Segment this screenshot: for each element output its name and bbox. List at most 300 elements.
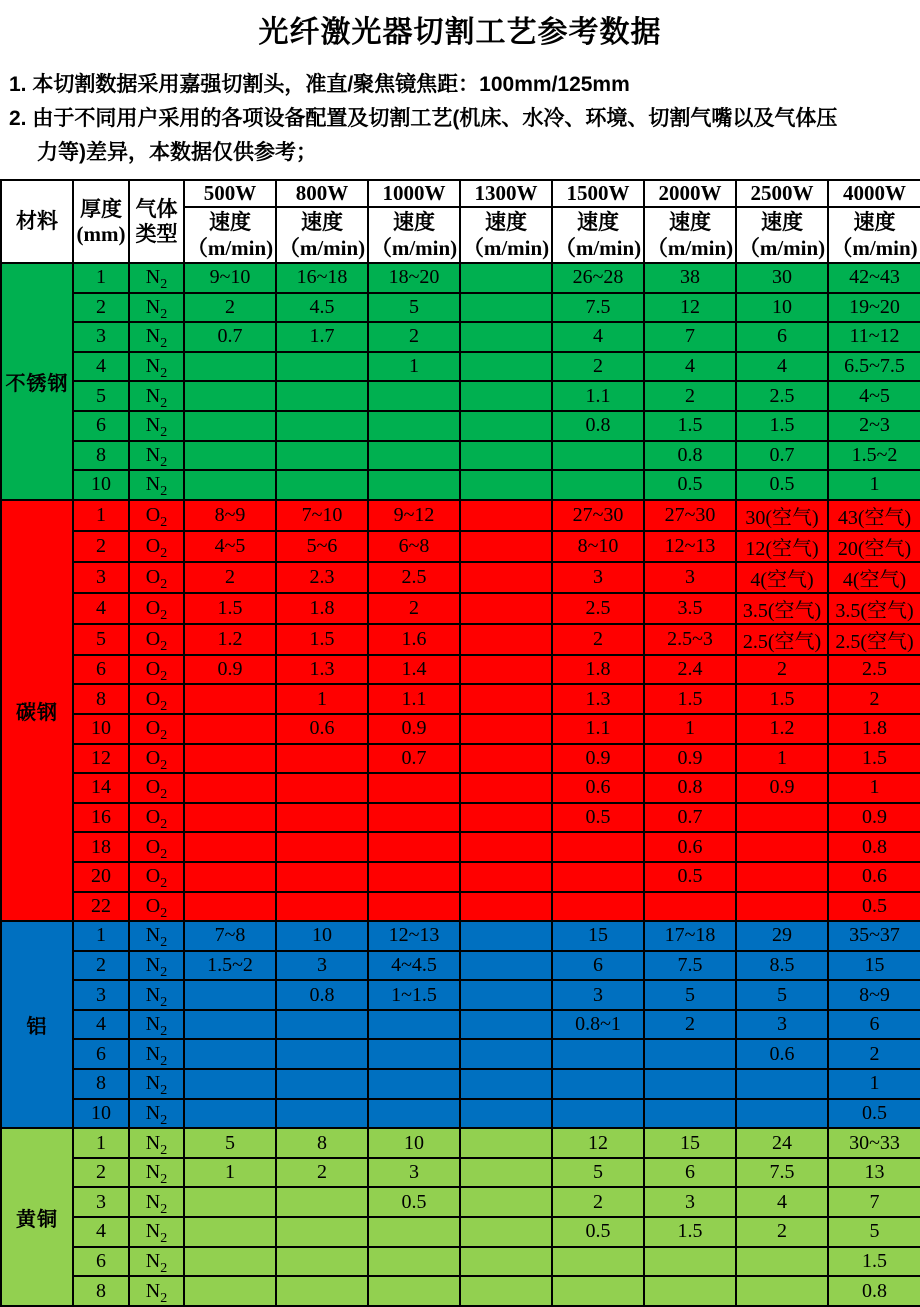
speed-cell	[276, 773, 368, 803]
speed-cell: 0.7	[736, 441, 828, 471]
speed-cell: 1.1	[552, 714, 644, 744]
gas-cell: $N_2$	[129, 980, 184, 1010]
speed-cell	[460, 1099, 552, 1129]
speed-cell	[184, 892, 276, 922]
table-row	[1, 684, 920, 714]
speed-cell	[552, 862, 644, 892]
speed-cell: 1	[736, 744, 828, 774]
speed-cell	[460, 714, 552, 744]
header-power-4000w: 4000W	[828, 180, 920, 207]
speed-cell	[460, 293, 552, 323]
speed-cell	[460, 381, 552, 411]
speed-cell: 6.5~7.5	[828, 352, 920, 382]
speed-cell: 0.6	[552, 773, 644, 803]
gas-cell: $N_2$	[129, 293, 184, 323]
speed-cell: 4~5	[184, 531, 276, 562]
table-row	[1, 322, 920, 352]
speed-cell	[460, 655, 552, 685]
table-row	[1, 263, 920, 293]
speed-cell: 2	[644, 1010, 736, 1040]
table-header	[1, 180, 920, 263]
speed-cell: 2	[828, 684, 920, 714]
speed-cell: 0.5	[644, 470, 736, 500]
speed-cell: 1.5	[644, 1217, 736, 1247]
gas-cell: $O_2$	[129, 684, 184, 714]
table-row	[1, 381, 920, 411]
speed-cell	[276, 892, 368, 922]
speed-cell: 3.5(空气)	[736, 593, 828, 624]
speed-cell: 29	[736, 921, 828, 951]
speed-cell	[552, 1276, 644, 1306]
thickness-cell: 1	[73, 500, 129, 531]
note-2-line-1: 2. 由于不同用户采用的各项设备配置及切割工艺(机床、水冷、环境、切割气嘴以及气体压	[9, 107, 838, 130]
speed-cell: 0.9	[184, 655, 276, 685]
speed-cell: 15	[644, 1128, 736, 1158]
speed-cell: 0.9	[828, 803, 920, 833]
speed-cell: 2.5	[368, 562, 460, 593]
thickness-cell: 12	[73, 744, 129, 774]
table-row	[1, 1069, 920, 1099]
speed-cell	[460, 1187, 552, 1217]
speed-cell: 8.5	[736, 951, 828, 981]
thickness-cell: 4	[73, 593, 129, 624]
speed-cell: 1.2	[736, 714, 828, 744]
speed-cell	[460, 1158, 552, 1188]
speed-cell	[276, 1276, 368, 1306]
speed-cell: 1.1	[368, 684, 460, 714]
thickness-cell: 1	[73, 263, 129, 293]
gas-cell: $N_2$	[129, 352, 184, 382]
speed-cell: 1.5	[644, 411, 736, 441]
gas-cell: $O_2$	[129, 832, 184, 862]
speed-cell: 6	[644, 1158, 736, 1188]
table-row	[1, 1099, 920, 1129]
speed-cell	[184, 1276, 276, 1306]
speed-cell	[644, 1276, 736, 1306]
speed-cell: 2	[552, 624, 644, 655]
speed-cell	[460, 684, 552, 714]
speed-cell: 1.4	[368, 655, 460, 685]
header-gas-type	[129, 180, 184, 263]
speed-cell: 12	[552, 1128, 644, 1158]
header-power-1300w: 1300W	[460, 180, 552, 207]
speed-cell: 0.5	[368, 1187, 460, 1217]
speed-cell	[184, 684, 276, 714]
header-speed-1500w: 速度 （m/min)	[552, 207, 644, 263]
thickness-cell: 1	[73, 921, 129, 951]
gas-cell: $N_2$	[129, 1276, 184, 1306]
speed-cell: 1.5~2	[184, 951, 276, 981]
speed-cell: 2~3	[828, 411, 920, 441]
header-power-1000w: 1000W	[368, 180, 460, 207]
speed-cell	[460, 744, 552, 774]
speed-cell: 6	[736, 322, 828, 352]
gas-cell: $O_2$	[129, 714, 184, 744]
speed-cell	[736, 1276, 828, 1306]
speed-cell	[368, 773, 460, 803]
table-row	[1, 593, 920, 624]
speed-cell: 0.5	[736, 470, 828, 500]
speed-cell	[460, 470, 552, 500]
note-2-line-2: 力等)差异，本数据仅供参考；	[37, 141, 317, 164]
header-power-2500w: 2500W	[736, 180, 828, 207]
speed-cell	[184, 980, 276, 1010]
speed-cell: 1.6	[368, 624, 460, 655]
thickness-cell: 2	[73, 951, 129, 981]
speed-cell: 1	[184, 1158, 276, 1188]
speed-cell: 1	[368, 352, 460, 382]
speed-cell	[460, 593, 552, 624]
thickness-cell: 10	[73, 714, 129, 744]
speed-cell: 2	[644, 381, 736, 411]
speed-cell	[184, 1247, 276, 1277]
thickness-cell: 4	[73, 352, 129, 382]
cutting-data-table	[0, 179, 920, 1307]
speed-cell	[736, 862, 828, 892]
notes	[0, 68, 920, 170]
thickness-cell: 10	[73, 470, 129, 500]
speed-cell: 7.5	[552, 293, 644, 323]
speed-cell: 0.8~1	[552, 1010, 644, 1040]
header-speed-4000w: 速度 （m/min)	[828, 207, 920, 263]
speed-cell	[460, 1276, 552, 1306]
table-row	[1, 1247, 920, 1277]
thickness-cell: 3	[73, 980, 129, 1010]
speed-cell: 5	[828, 1217, 920, 1247]
gas-cell: $O_2$	[129, 624, 184, 655]
thickness-cell: 4	[73, 1217, 129, 1247]
speed-cell: 0.5	[828, 892, 920, 922]
speed-cell	[184, 803, 276, 833]
speed-cell: 7	[644, 322, 736, 352]
header-speed-500w: 速度 （m/min)	[184, 207, 276, 263]
speed-cell: 2.3	[276, 562, 368, 593]
gas-cell: $N_2$	[129, 441, 184, 471]
speed-cell: 4	[552, 322, 644, 352]
table-row	[1, 714, 920, 744]
speed-cell	[184, 832, 276, 862]
gas-cell: $O_2$	[129, 862, 184, 892]
speed-cell: 0.8	[828, 1276, 920, 1306]
speed-cell: 0.8	[276, 980, 368, 1010]
gas-cell: $N_2$	[129, 951, 184, 981]
speed-cell: 12~13	[368, 921, 460, 951]
speed-cell: 1~1.5	[368, 980, 460, 1010]
speed-cell	[184, 470, 276, 500]
speed-cell	[184, 1069, 276, 1099]
speed-cell	[368, 892, 460, 922]
gas-cell: $N_2$	[129, 381, 184, 411]
speed-cell	[184, 1217, 276, 1247]
table-row	[1, 1010, 920, 1040]
thickness-cell: 10	[73, 1099, 129, 1129]
speed-cell: 1.5~2	[828, 441, 920, 471]
speed-cell	[736, 1069, 828, 1099]
header-gas-label-2: 类型	[135, 221, 178, 246]
speed-cell: 3	[644, 1187, 736, 1217]
speed-cell: 1.3	[276, 655, 368, 685]
gas-cell: $O_2$	[129, 500, 184, 531]
speed-cell: 9~12	[368, 500, 460, 531]
thickness-cell: 14	[73, 773, 129, 803]
speed-cell	[276, 441, 368, 471]
speed-cell: 1.7	[276, 322, 368, 352]
speed-cell	[184, 744, 276, 774]
speed-cell: 8	[276, 1128, 368, 1158]
speed-cell	[276, 1217, 368, 1247]
header-power-2000w: 2000W	[644, 180, 736, 207]
speed-cell: 2	[368, 593, 460, 624]
speed-cell: 7~10	[276, 500, 368, 531]
speed-cell: 2	[828, 1039, 920, 1069]
table-row	[1, 921, 920, 951]
speed-cell: 0.8	[552, 411, 644, 441]
header-power-500w: 500W	[184, 180, 276, 207]
speed-cell: 27~30	[552, 500, 644, 531]
speed-cell: 27~30	[644, 500, 736, 531]
speed-cell	[368, 470, 460, 500]
speed-cell	[644, 1069, 736, 1099]
speed-cell: 1.5	[736, 684, 828, 714]
table-row	[1, 803, 920, 833]
speed-cell: 2	[552, 1187, 644, 1217]
speed-cell: 8~9	[828, 980, 920, 1010]
speed-cell: 3	[644, 562, 736, 593]
speed-cell: 0.9	[736, 773, 828, 803]
speed-cell: 12(空气)	[736, 531, 828, 562]
speed-cell: 2.5~3	[644, 624, 736, 655]
speed-cell	[552, 1039, 644, 1069]
speed-cell	[276, 352, 368, 382]
gas-cell: $N_2$	[129, 1187, 184, 1217]
speed-cell: 1.8	[828, 714, 920, 744]
speed-cell: 5	[736, 980, 828, 1010]
speed-cell: 5	[552, 1158, 644, 1188]
table-row	[1, 1128, 920, 1158]
speed-cell: 4	[644, 352, 736, 382]
speed-cell	[736, 1247, 828, 1277]
material-cell: 黄铜	[1, 1128, 73, 1306]
speed-cell: 4(空气)	[736, 562, 828, 593]
thickness-cell: 20	[73, 862, 129, 892]
speed-cell	[644, 892, 736, 922]
speed-cell	[736, 803, 828, 833]
speed-cell: 42~43	[828, 263, 920, 293]
speed-cell: 1.5	[276, 624, 368, 655]
speed-cell: 0.6	[736, 1039, 828, 1069]
speed-cell	[460, 624, 552, 655]
speed-cell: 0.7	[184, 322, 276, 352]
speed-cell: 2.5	[736, 381, 828, 411]
speed-cell	[460, 832, 552, 862]
speed-cell	[552, 892, 644, 922]
speed-cell: 2	[552, 352, 644, 382]
speed-cell: 18~20	[368, 263, 460, 293]
speed-cell	[276, 1099, 368, 1129]
speed-cell: 1	[828, 773, 920, 803]
table-row	[1, 1039, 920, 1069]
speed-cell: 0.5	[552, 803, 644, 833]
gas-cell: $O_2$	[129, 655, 184, 685]
speed-cell: 1.5	[644, 684, 736, 714]
speed-cell: 1	[828, 1069, 920, 1099]
speed-cell: 0.8	[644, 773, 736, 803]
table-row	[1, 951, 920, 981]
speed-cell	[276, 1039, 368, 1069]
thickness-cell: 18	[73, 832, 129, 862]
gas-cell: $O_2$	[129, 593, 184, 624]
speed-cell	[368, 832, 460, 862]
speed-cell	[644, 1039, 736, 1069]
table-row	[1, 773, 920, 803]
speed-cell: 4	[736, 352, 828, 382]
table-row	[1, 1187, 920, 1217]
gas-cell: $N_2$	[129, 921, 184, 951]
speed-cell: 30	[736, 263, 828, 293]
table-row	[1, 862, 920, 892]
speed-cell: 3.5(空气)	[828, 593, 920, 624]
thickness-cell: 3	[73, 562, 129, 593]
gas-cell: $N_2$	[129, 1039, 184, 1069]
speed-cell	[460, 531, 552, 562]
table-row	[1, 531, 920, 562]
speed-cell: 2.5	[828, 655, 920, 685]
speed-cell	[368, 1276, 460, 1306]
speed-cell	[460, 1039, 552, 1069]
table-row	[1, 655, 920, 685]
speed-cell	[460, 352, 552, 382]
table-body	[1, 263, 920, 1306]
speed-cell: 4.5	[276, 293, 368, 323]
speed-cell: 12~13	[644, 531, 736, 562]
speed-cell	[460, 1247, 552, 1277]
table-row	[1, 470, 920, 500]
speed-cell: 0.7	[644, 803, 736, 833]
speed-cell: 1	[276, 684, 368, 714]
gas-cell: $N_2$	[129, 1069, 184, 1099]
speed-cell: 2.5	[552, 593, 644, 624]
thickness-cell: 5	[73, 381, 129, 411]
thickness-cell: 3	[73, 322, 129, 352]
speed-cell	[184, 1010, 276, 1040]
thickness-cell: 2	[73, 1158, 129, 1188]
thickness-cell: 6	[73, 411, 129, 441]
speed-cell: 11~12	[828, 322, 920, 352]
table-row	[1, 624, 920, 655]
thickness-cell: 8	[73, 1069, 129, 1099]
speed-cell	[552, 1069, 644, 1099]
speed-cell	[460, 803, 552, 833]
speed-cell: 3	[552, 980, 644, 1010]
speed-cell	[644, 1247, 736, 1277]
speed-cell: 1.2	[184, 624, 276, 655]
speed-cell: 2.5(空气)	[736, 624, 828, 655]
speed-cell	[460, 441, 552, 471]
speed-cell: 2	[736, 655, 828, 685]
speed-cell: 16~18	[276, 263, 368, 293]
speed-cell: 1.8	[276, 593, 368, 624]
speed-cell	[368, 1099, 460, 1129]
table-row	[1, 441, 920, 471]
speed-cell	[276, 862, 368, 892]
speed-cell: 0.5	[644, 862, 736, 892]
speed-cell	[460, 562, 552, 593]
speed-cell: 1.3	[552, 684, 644, 714]
speed-cell: 43(空气)	[828, 500, 920, 531]
speed-cell: 3	[552, 562, 644, 593]
table-row	[1, 744, 920, 774]
header-thickness	[73, 180, 129, 263]
speed-cell: 3	[736, 1010, 828, 1040]
thickness-cell: 2	[73, 293, 129, 323]
speed-cell: 1.5	[184, 593, 276, 624]
gas-cell: $N_2$	[129, 1010, 184, 1040]
thickness-cell: 5	[73, 624, 129, 655]
header-thickness-unit: (mm)	[76, 221, 126, 246]
speed-cell	[460, 862, 552, 892]
speed-cell: 1	[828, 470, 920, 500]
speed-cell	[460, 921, 552, 951]
speed-cell	[184, 352, 276, 382]
speed-cell	[276, 744, 368, 774]
speed-cell: 6	[552, 951, 644, 981]
speed-cell: 2	[184, 293, 276, 323]
speed-cell	[460, 951, 552, 981]
speed-cell	[460, 773, 552, 803]
speed-cell	[460, 892, 552, 922]
speed-cell	[460, 411, 552, 441]
thickness-cell: 6	[73, 1039, 129, 1069]
speed-cell: 1	[644, 714, 736, 744]
speed-cell: 1.1	[552, 381, 644, 411]
speed-cell: 5	[644, 980, 736, 1010]
speed-cell	[184, 1099, 276, 1129]
table-row	[1, 411, 920, 441]
speed-cell: 20(空气)	[828, 531, 920, 562]
speed-cell: 2	[368, 322, 460, 352]
speed-cell	[460, 1217, 552, 1247]
speed-cell	[184, 1039, 276, 1069]
speed-cell	[552, 1247, 644, 1277]
speed-cell	[184, 714, 276, 744]
speed-cell	[460, 263, 552, 293]
speed-cell: 0.8	[828, 832, 920, 862]
header-speed-2000w: 速度 （m/min)	[644, 207, 736, 263]
material-cell: 不锈钢	[1, 263, 73, 500]
speed-cell	[368, 1039, 460, 1069]
speed-cell	[552, 832, 644, 862]
speed-cell: 0.6	[828, 862, 920, 892]
gas-cell: $O_2$	[129, 803, 184, 833]
thickness-cell: 22	[73, 892, 129, 922]
gas-cell: $N_2$	[129, 411, 184, 441]
speed-cell	[368, 862, 460, 892]
speed-cell: 10	[736, 293, 828, 323]
speed-cell: 1.5	[828, 744, 920, 774]
speed-cell: 3	[276, 951, 368, 981]
speed-cell: 30~33	[828, 1128, 920, 1158]
speed-cell: 12	[644, 293, 736, 323]
thickness-cell: 8	[73, 684, 129, 714]
table-row	[1, 892, 920, 922]
speed-cell	[184, 862, 276, 892]
table-row	[1, 980, 920, 1010]
speed-cell	[276, 411, 368, 441]
gas-cell: $O_2$	[129, 744, 184, 774]
speed-cell: 2.5(空气)	[828, 624, 920, 655]
thickness-cell: 6	[73, 655, 129, 685]
speed-cell: 9~10	[184, 263, 276, 293]
